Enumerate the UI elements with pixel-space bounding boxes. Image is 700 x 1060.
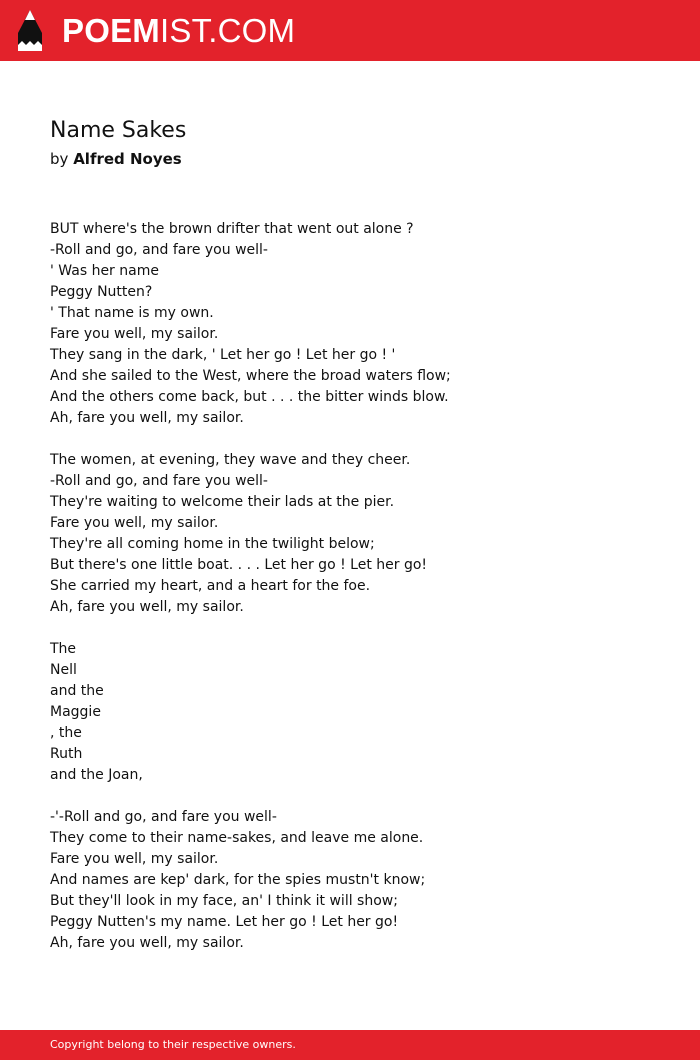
poem-line: Fare you well, my sailor.: [50, 326, 219, 342]
pencil-tip-icon[interactable]: [17, 9, 43, 52]
poem-line: Ah, fare you well, my sailor.: [50, 599, 244, 615]
poem-line: And she sailed to the West, where the broad waters flow;: [50, 368, 451, 384]
poem-line: And names are kep' dark, for the spies mustn't know;: [50, 872, 426, 888]
poem-line: And the others come back, but . . . the bitter winds blow.: [50, 389, 449, 405]
poem-line: Nell: [50, 662, 77, 678]
poem-line: Ah, fare you well, my sailor.: [50, 410, 244, 426]
poem-line: They're waiting to welcome their lads at the pier.: [50, 494, 395, 510]
poem-byline: [50, 148, 182, 170]
site-logo[interactable]: [62, 11, 295, 51]
poem-stanza: [50, 450, 670, 618]
poem-line: Maggie: [50, 704, 101, 720]
poem-line: They're all coming home in the twilight below;: [50, 536, 375, 552]
logo-light-text: IST.COM: [159, 12, 296, 49]
poem-line: BUT where's the brown drifter that went out alone ?: [50, 221, 414, 237]
poem-line: -Roll and go, and fare you well-: [50, 242, 268, 258]
poem-title: Name Sakes: [50, 118, 187, 143]
poem-line: and the Joan,: [50, 767, 143, 783]
copyright-text: Copyright belong to their respective owners.: [50, 1038, 296, 1051]
poem-line: She carried my heart, and a heart for the foe.: [50, 578, 371, 594]
poem-line: , the: [50, 725, 82, 741]
poem-line: Fare you well, my sailor.: [50, 515, 219, 531]
byline-prefix: by: [50, 150, 69, 168]
poem-line: They come to their name-sakes, and leave me alone.: [50, 830, 424, 846]
site-header: [0, 0, 700, 61]
poem-line: Fare you well, my sailor.: [50, 851, 219, 867]
poem-line: ' That name is my own.: [50, 305, 214, 321]
poem-line: and the: [50, 683, 104, 699]
poem-body: [50, 219, 670, 975]
poem-line: But there's one little boat. . . . Let her go ! Let her go!: [50, 557, 428, 573]
poem-line: ' Was her name: [50, 263, 159, 279]
logo-bold-text: POEM: [62, 12, 160, 49]
poem-line: Ruth: [50, 746, 83, 762]
author-name[interactable]: Alfred Noyes: [73, 150, 182, 168]
poem-stanza: [50, 219, 670, 429]
poem-line: They sang in the dark, ' Let her go ! Let her go ! ': [50, 347, 396, 363]
poem-stanza: [50, 807, 670, 954]
poem-line: -Roll and go, and fare you well-: [50, 473, 268, 489]
poem-stanza: [50, 639, 670, 786]
poem-line: Peggy Nutten?: [50, 284, 153, 300]
poem-line: But they'll look in my face, an' I think it will show;: [50, 893, 398, 909]
poem-line: Ah, fare you well, my sailor.: [50, 935, 244, 951]
poem-line: The women, at evening, they wave and they cheer.: [50, 452, 411, 468]
site-footer: [0, 1030, 700, 1060]
poem-line: The: [50, 641, 77, 657]
poem-line: -'-Roll and go, and fare you well-: [50, 809, 277, 825]
poem-line: Peggy Nutten's my name. Let her go ! Let her go!: [50, 914, 399, 930]
